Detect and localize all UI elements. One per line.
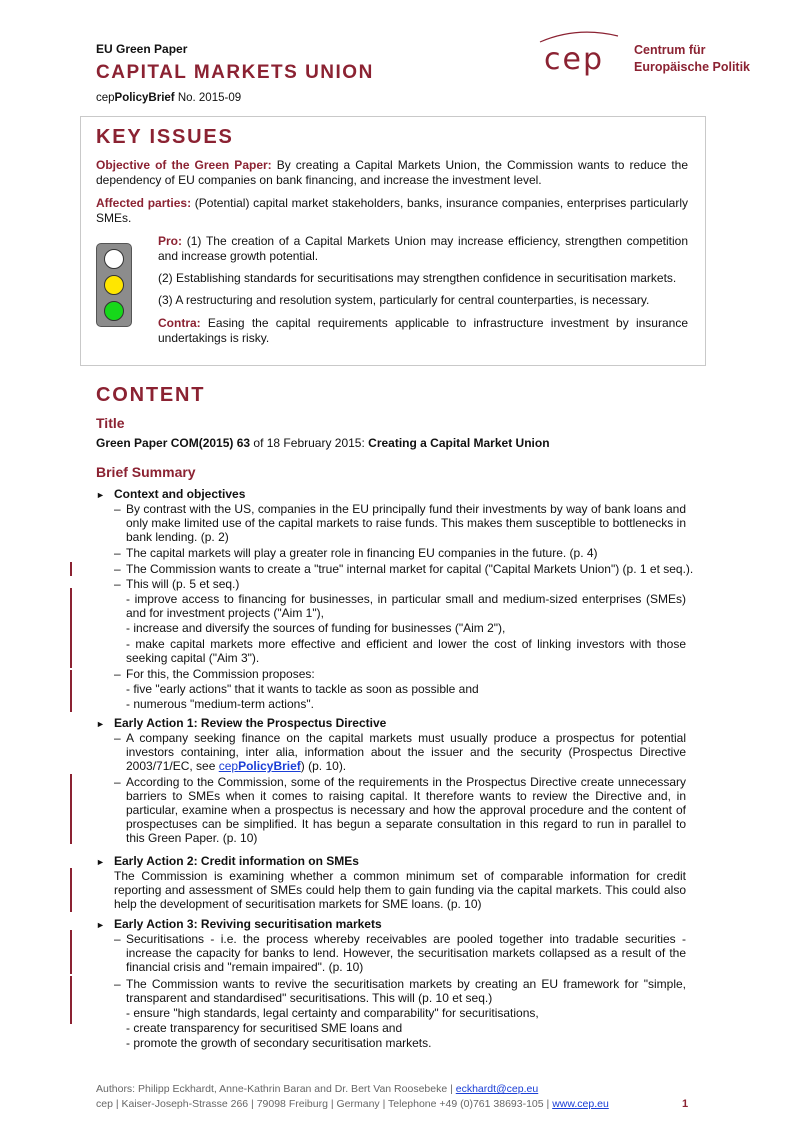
context-item-1: By contrast with the US, companies in the EU principally fund their investments by way of bank loans and only make limited use of the capital markets to raise funds. This makes them susceptible to bottlenecks in bank lending. (p. 2)	[126, 502, 686, 544]
context-item-4c: - make capital markets more effective and efficient and lower the cost of linking investors with those seeking capital ("Aim 3").	[126, 637, 686, 665]
change-bar	[70, 976, 72, 1024]
context-item-5a: - five "early actions" that it wants to tackle as soon as possible and	[126, 682, 479, 696]
context-item-4b: - increase and diversify the sources of funding for businesses ("Aim 2"),	[126, 621, 506, 635]
footer-email-link[interactable]: eckhardt@cep.eu	[455, 1083, 539, 1095]
brief-bold: PolicyBrief	[114, 92, 175, 104]
light-white	[104, 249, 124, 269]
objective-paragraph	[96, 158, 688, 188]
contra	[158, 316, 688, 346]
section-credit-heading: Early Action 2: Credit information on SMEs	[114, 854, 359, 868]
securitisation-item-2b: - create transparency for securitised SME loans and	[126, 1021, 403, 1035]
logo-name-line2: Europäische Politik	[634, 60, 751, 74]
light-green	[104, 301, 124, 321]
brief-number	[96, 92, 241, 104]
bullet-arrow-icon: ►	[96, 719, 105, 729]
prospectus-item-1	[126, 731, 686, 773]
change-bar	[70, 562, 72, 576]
bullet-arrow-icon: ►	[96, 490, 105, 500]
change-bar	[70, 670, 72, 712]
credit-body: The Commission is examining whether a common minimum set of comparable information for credit reporting and assessment of SMEs could help them to gain funding via the capital markets. This could also help the development of securitisation markets for SME loans. (p. 10)	[114, 869, 686, 911]
dash: –	[114, 731, 121, 745]
traffic-light-icon	[96, 243, 132, 327]
context-item-4a: - improve access to financing for businesses, in particular small and medium-sized enterprises (SMEs) and for investment projects ("Aim 1"),	[126, 592, 686, 620]
affected-paragraph	[96, 196, 688, 226]
brief-no: No. 2015-09	[174, 92, 242, 104]
dash: –	[114, 546, 121, 560]
dash: –	[114, 977, 121, 991]
pro-1	[158, 234, 688, 264]
logo-word: cep	[544, 42, 604, 77]
logo-name	[634, 42, 750, 76]
document-kind: EU Green Paper	[96, 42, 188, 56]
policybrief-link-b: PolicyBrief	[238, 759, 301, 773]
policybrief-link-a: cep	[218, 759, 239, 773]
dash: –	[114, 667, 121, 681]
context-item-2: The capital markets will play a greater role in financing EU companies in the future. (p. 4)	[126, 546, 598, 560]
objective-label: Objective of the Green Paper:	[96, 158, 272, 172]
securitisation-item-1: Securitisations - i.e. the process whereby receivables are pooled together into tradable securities - increase the capacity for banks to lend. However, the securitisation markets collapsed as a result of the financial crisis and "remain impaired". (p. 10)	[126, 932, 686, 974]
dash: –	[114, 932, 121, 946]
title-heading: Title	[96, 415, 125, 431]
bullet-arrow-icon: ►	[96, 920, 105, 930]
dash: –	[114, 562, 121, 576]
cep-logo	[532, 28, 772, 88]
pro-1-text: (1) The creation of a Capital Markets Union may increase efficiency, strengthen competition and increase growth potential.	[158, 234, 688, 263]
footer-authors-text: Authors: Philipp Eckhardt, Anne-Kathrin Baran and Dr. Bert Van Roosebeke |	[96, 1083, 456, 1095]
title-bold: Green Paper COM(2015) 63	[96, 436, 251, 450]
light-yellow	[104, 275, 124, 295]
footer-address-text: cep | Kaiser-Joseph-Strasse 266 | 79098 Freiburg | Germany | Telephone +49 (0)761 38693-105 |	[96, 1098, 553, 1110]
brief-prefix: cep	[96, 92, 115, 104]
section-securitisation-heading: Early Action 3: Reviving securitisation markets	[114, 917, 382, 931]
contra-label: Contra:	[158, 316, 201, 330]
title-mid: of 18 February 2015:	[250, 436, 369, 450]
change-bar	[70, 774, 72, 844]
footer-web-link[interactable]: www.cep.eu	[552, 1098, 609, 1110]
section-prospectus-heading: Early Action 1: Review the Prospectus Directive	[114, 716, 387, 730]
securitisation-item-2: The Commission wants to revive the securitisation markets by creating an EU framework for "simple, transparent and standardised" securitisations. This will (p. 10 et seq.)	[126, 977, 686, 1005]
context-item-4: This will (p. 5 et seq.)	[126, 577, 240, 591]
footer-authors	[96, 1083, 538, 1095]
contra-text: Easing the capital requirements applicable to infrastructure investment by insurance undertakings is risky.	[158, 316, 688, 345]
content-heading: CONTENT	[96, 384, 206, 406]
context-item-5b: - numerous "medium-term actions".	[126, 697, 314, 711]
context-item-5: For this, the Commission proposes:	[126, 667, 315, 681]
prospectus-item-1-post: ) (p. 10).	[300, 759, 347, 773]
key-issues-heading: KEY ISSUES	[96, 126, 234, 148]
prospectus-item-1-pre: A company seeking finance on the capital markets must usually produce a prospectus for potential investors containing, inter alia, information about the issuer and the security (Prospectus Directive 2003/71/EC, see	[126, 731, 686, 773]
section-context-heading: Context and objectives	[114, 487, 246, 501]
objective-text: By creating a Capital Markets Union, the Commission wants to reduce the dependency of EU companies on bank financing, and increase the investment level.	[96, 158, 688, 187]
summary-heading: Brief Summary	[96, 464, 196, 480]
change-bar	[70, 930, 72, 974]
pro-3: (3) A restructuring and resolution system, particularly for central counterparties, is necessary.	[158, 293, 650, 307]
title-line	[96, 436, 706, 450]
pro-label: Pro:	[158, 234, 182, 248]
footer-address	[96, 1098, 609, 1110]
affected-label: Affected parties:	[96, 196, 192, 210]
securitisation-item-2c: - promote the growth of secondary securitisation markets.	[126, 1036, 432, 1050]
change-bar	[70, 868, 72, 912]
policybrief-link[interactable]	[219, 759, 301, 773]
logo-name-line1: Centrum für	[634, 43, 706, 57]
dash: –	[114, 502, 121, 516]
dash: –	[114, 577, 121, 591]
document-title: CAPITAL MARKETS UNION	[96, 62, 374, 83]
affected-text: (Potential) capital market stakeholders, banks, insurance companies, enterprises particularly SMEs.	[96, 196, 688, 225]
prospectus-item-2: According to the Commission, some of the requirements in the Prospectus Directive create unnecessary barriers to SMEs when it comes to raising capital. It therefore wants to review the Directive and, in particular, examine when a prospectus is necessary and how the approval procedure and the content of prospectuses can be simplified. It has begun a separate consultation in this regard to run in parallel to this Green Paper. (p. 10)	[126, 775, 686, 845]
securitisation-item-2a: - ensure "high standards, legal certainty and comparability" for securitisations,	[126, 1006, 539, 1020]
page-number: 1	[682, 1098, 689, 1110]
title-bold2: Creating a Capital Market Union	[368, 436, 550, 450]
pro-2: (2) Establishing standards for securitisations may strengthen confidence in securitisation markets.	[158, 271, 677, 285]
context-item-3: The Commission wants to create a "true" internal market for capital ("Capital Markets Union") (p. 1 et seq.).	[126, 562, 694, 576]
dash: –	[114, 775, 121, 789]
change-bar	[70, 588, 72, 668]
bullet-arrow-icon: ►	[96, 857, 105, 867]
